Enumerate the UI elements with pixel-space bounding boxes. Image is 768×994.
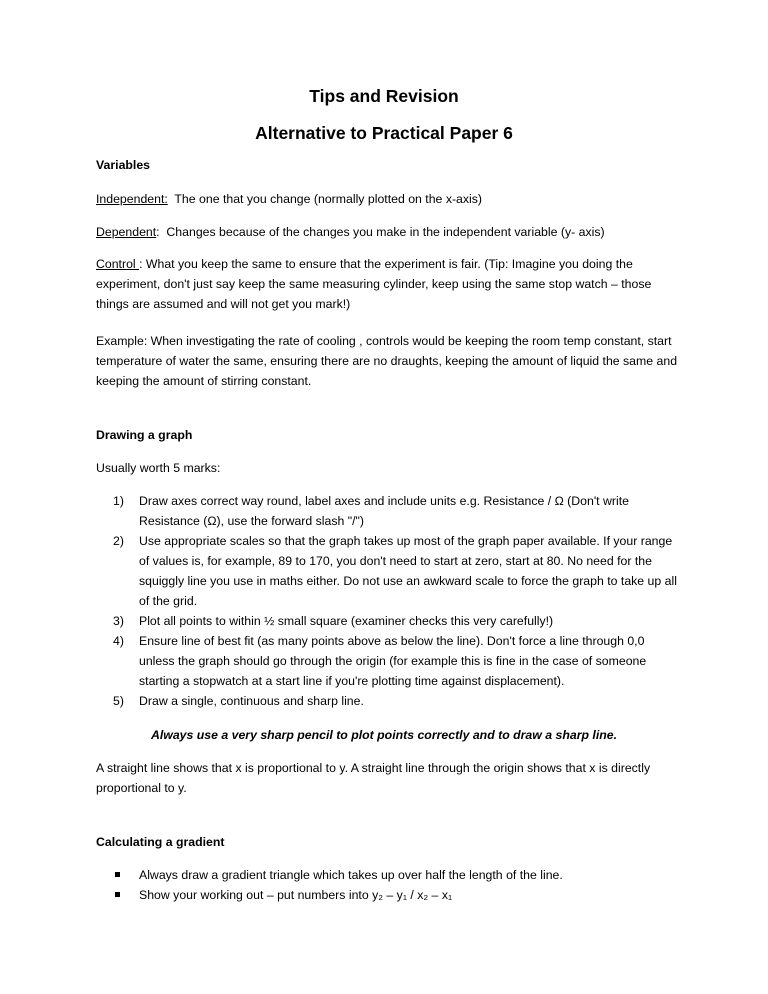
gradient-list — [96, 865, 682, 905]
independent-label: Independent: — [96, 192, 168, 206]
item-text: Use appropriate scales so that the graph takes up most of the graph paper available. If your range of values is, for example, 89 to 170, you don't need to start at zero, start at 80. No need for the squiggly line you use in maths either. Do not use an awkward scale to force the graph to take up all of the grid. — [139, 534, 677, 608]
graph-steps-list — [96, 491, 682, 711]
item-text: Always draw a gradient triangle which takes up over half the length of the line. — [139, 868, 563, 882]
square-bullet-icon — [115, 872, 120, 877]
control-definition — [96, 254, 682, 314]
dependent-text: : Changes because of the changes you make in the independent variable (y- axis) — [156, 225, 605, 239]
list-item — [96, 611, 682, 631]
item-text: Show your working out – put numbers into y₂ – y₁ / x₂ – x₁ — [139, 888, 453, 902]
control-text: : What you keep the same to ensure that the experiment is fair. (Tip: Imagine you doing the experiment, don't just say keep the same measuring cylinder, keep using the same stop watch – those things are assumed and will not get you mark!) — [96, 257, 652, 311]
list-item — [96, 491, 682, 531]
independent-text: The one that you change (normally plotted on the x-axis) — [167, 192, 483, 206]
dependent-label: Dependent — [96, 225, 157, 239]
item-text: Draw axes correct way round, label axes and include units e.g. Resistance / Ω (Don't write Resistance (Ω), use the forward slash "/") — [139, 494, 629, 528]
gradient-heading: Calculating a gradient — [96, 835, 225, 849]
dependent-definition — [96, 222, 682, 242]
variables-heading: Variables — [96, 158, 151, 172]
list-item — [96, 631, 682, 691]
list-item — [96, 531, 682, 611]
item-number: 3) — [113, 614, 124, 628]
item-text: Plot all points to within ½ small square (examiner checks this very carefully!) — [139, 614, 554, 628]
item-number: 1) — [113, 494, 124, 508]
independent-definition — [96, 189, 682, 209]
example-paragraph: Example: When investigating the rate of cooling , controls would be keeping the room temp constant, start temperature of water the same, ensuring there are no draughts, keeping the amount of liquid the same and keeping the amount of stirring constant. — [96, 334, 678, 388]
item-text: Ensure line of best fit (as many points above as below the line). Don't force a line through 0,0 unless the graph should go through the origin (for example this is fine in the case of someone starting a stopwatch at a start line if you're plotting time against displacement). — [139, 634, 647, 688]
control-label: Control — [96, 257, 140, 271]
page-subtitle: Alternative to Practical Paper 6 — [255, 123, 513, 143]
proportionality-note: A straight line shows that x is proportional to y. A straight line through the origin shows that x is directly proportional to y. — [96, 761, 651, 795]
item-number: 2) — [113, 534, 124, 548]
graph-heading: Drawing a graph — [96, 428, 193, 442]
graph-intro: Usually worth 5 marks: — [96, 461, 221, 475]
square-bullet-icon — [115, 892, 120, 897]
list-item — [96, 885, 682, 905]
item-text: Draw a single, continuous and sharp line. — [139, 694, 364, 708]
list-item — [96, 691, 682, 711]
item-number: 5) — [113, 694, 124, 708]
item-number: 4) — [113, 634, 124, 648]
page-title: Tips and Revision — [309, 86, 459, 106]
pencil-tip: Always use a very sharp pencil to plot points correctly and to draw a sharp line. — [150, 728, 618, 742]
list-item — [96, 865, 682, 885]
